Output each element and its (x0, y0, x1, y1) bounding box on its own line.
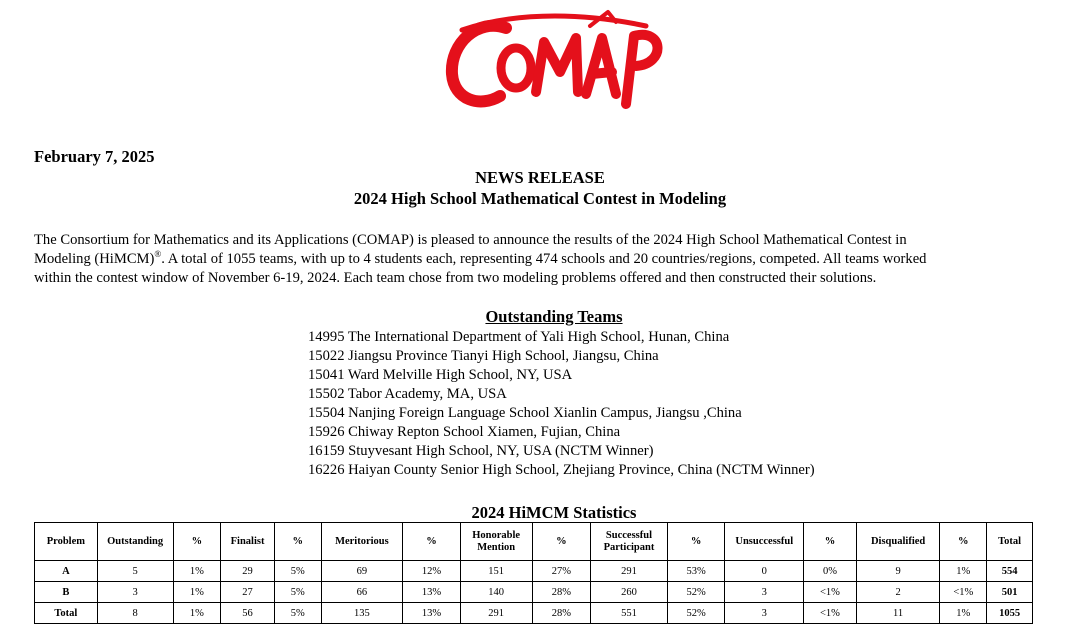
column-header: % (532, 523, 591, 561)
table-cell: 5 (97, 561, 173, 582)
table-cell: 1% (940, 561, 987, 582)
table-cell: A (35, 561, 98, 582)
intro-paragraph (34, 231, 1052, 288)
column-header: % (173, 523, 221, 561)
table-header-row (35, 523, 1033, 561)
table-cell: 291 (460, 603, 532, 624)
table-cell: 5% (274, 561, 321, 582)
table-cell: 29 (221, 561, 275, 582)
table-cell: 1% (173, 582, 221, 603)
news-release-heading: NEWS RELEASE (475, 168, 605, 187)
column-header: % (804, 523, 857, 561)
table-cell: 5% (274, 582, 321, 603)
table-cell: 1% (173, 603, 221, 624)
team-item: 16159 Stuyvesant High School, NY, USA (NCTM Winner) (308, 443, 654, 459)
table-cell: 1055 (987, 603, 1033, 624)
table-cell: 52% (667, 582, 725, 603)
table-cell: 3 (97, 582, 173, 603)
table-cell: 554 (987, 561, 1033, 582)
table-cell: 12% (403, 561, 461, 582)
intro-line-2 (34, 250, 1052, 269)
table-cell: 501 (987, 582, 1033, 603)
table-cell: 27 (221, 582, 275, 603)
team-item: 15022 Jiangsu Province Tianyi High School, Jiangsu, China (308, 348, 659, 364)
column-header: Total (987, 523, 1033, 561)
comap-logo (440, 8, 670, 120)
table-cell: <1% (804, 582, 857, 603)
column-header: % (274, 523, 321, 561)
statistics-title: 2024 HiMCM Statistics (471, 503, 637, 522)
table-cell: 1% (940, 603, 987, 624)
intro-line-1: The Consortium for Mathematics and its Applications (COMAP) is pleased to announce the results of the 2024 High School Mathematical Contest in (34, 232, 907, 248)
table-cell: 0 (725, 561, 804, 582)
table-cell: Total (35, 603, 98, 624)
table-cell: 8 (97, 603, 173, 624)
table-cell: <1% (804, 603, 857, 624)
intro-line-2-end: . A total of 1055 teams, with up to 4 students each, representing 474 schools and 20 countries/regions, competed. All teams worked (161, 251, 927, 267)
intro-line-3: within the contest window of November 6-19, 2024. Each team chose from two modeling problems offered and then constructed their solutions. (34, 270, 877, 286)
table-cell: 135 (321, 603, 403, 624)
team-item: 14995 The International Department of Yali High School, Hunan, China (308, 329, 730, 345)
table-cell: 0% (804, 561, 857, 582)
table-cell: 140 (460, 582, 532, 603)
registered-mark: ® (154, 249, 162, 260)
column-header: % (667, 523, 725, 561)
table-cell: 1% (173, 561, 221, 582)
column-header: Outstanding (97, 523, 173, 561)
column-header: Finalist (221, 523, 275, 561)
outstanding-teams-list (308, 328, 815, 480)
team-item: 15502 Tabor Academy, MA, USA (308, 386, 507, 402)
team-item: 15504 Nanjing Foreign Language School Xianlin Campus, Jiangsu ,China (308, 405, 742, 421)
table-cell: 13% (403, 582, 461, 603)
table-cell: <1% (940, 582, 987, 603)
table-cell: 151 (460, 561, 532, 582)
team-item: 15041 Ward Melville High School, NY, USA (308, 367, 573, 383)
table-cell: 3 (725, 603, 804, 624)
table-cell: 53% (667, 561, 725, 582)
column-header: Meritorious (321, 523, 403, 561)
table-cell: 66 (321, 582, 403, 603)
column-header: % (403, 523, 461, 561)
table-cell: 11 (856, 603, 940, 624)
column-header: % (940, 523, 987, 561)
table-cell: 260 (591, 582, 668, 603)
table-row (35, 603, 1033, 624)
table-cell: 3 (725, 582, 804, 603)
contest-title: 2024 High School Mathematical Contest in Modeling (353, 189, 727, 208)
table-cell: 13% (403, 603, 461, 624)
table-row (35, 582, 1033, 603)
column-header: Problem (35, 523, 98, 561)
column-header: Honorable Mention (460, 523, 532, 561)
table-cell: 9 (856, 561, 940, 582)
table-cell: 52% (667, 603, 725, 624)
table-cell: 551 (591, 603, 668, 624)
table-cell: 56 (221, 603, 275, 624)
table-row (35, 561, 1033, 582)
table-cell: 291 (591, 561, 668, 582)
table-cell: 69 (321, 561, 403, 582)
team-item: 15926 Chiway Repton School Xiamen, Fujian, China (308, 424, 621, 440)
column-header: Unsuccessful (725, 523, 804, 561)
table-cell: 28% (532, 603, 591, 624)
column-header: Successful Participant (591, 523, 668, 561)
table-cell: 27% (532, 561, 591, 582)
table-cell: B (35, 582, 98, 603)
team-item: 16226 Haiyan County Senior High School, Zhejiang Province, China (NCTM Winner) (308, 462, 815, 478)
table-cell: 28% (532, 582, 591, 603)
column-header: Disqualified (856, 523, 940, 561)
statistics-table (34, 522, 1033, 624)
intro-line-2-start: Modeling (HiMCM) (34, 251, 155, 267)
release-date: February 7, 2025 (34, 147, 155, 166)
outstanding-teams-title: Outstanding Teams (485, 307, 623, 326)
table-cell: 5% (274, 603, 321, 624)
table-cell: 2 (856, 582, 940, 603)
